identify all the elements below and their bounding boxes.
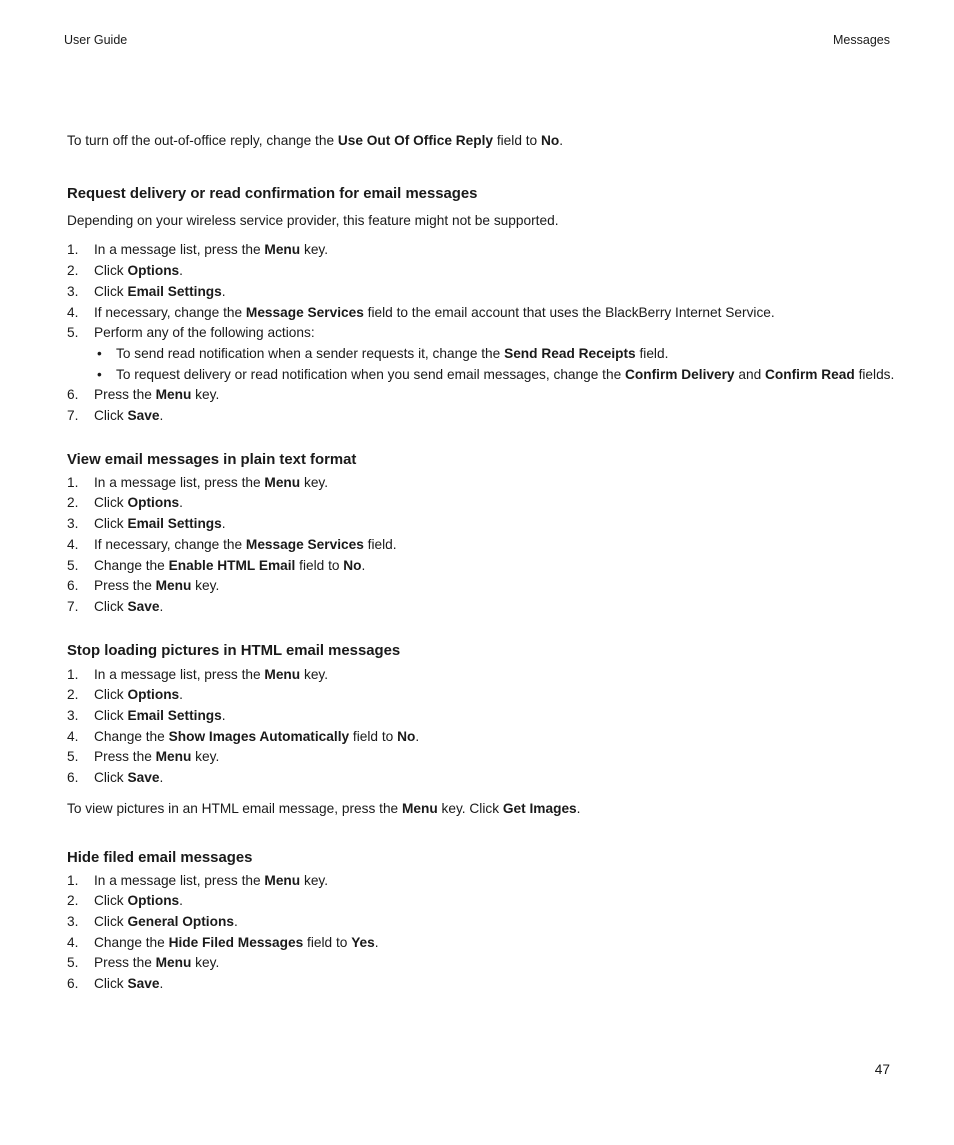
intro-text: . [559, 133, 564, 148]
step-keyword: Menu [155, 749, 192, 765]
step-keyword: Email Settings [127, 283, 222, 299]
step-item [67, 385, 907, 406]
step-keyword: Menu [155, 387, 192, 403]
step-text: . [159, 408, 164, 424]
note-text: key. Click [437, 800, 503, 816]
step-keyword: Menu [155, 955, 192, 971]
step-text: . [179, 893, 183, 909]
step-number: 3. [67, 913, 79, 929]
step-text: In a message list, press the [94, 474, 265, 490]
step-keyword: Save [127, 408, 160, 424]
step-text: Press the [94, 387, 156, 403]
section-heading: Stop loading pictures in HTML email messages [67, 642, 401, 659]
step-item [67, 473, 907, 494]
step-text: key. [191, 955, 220, 971]
step-item [67, 493, 907, 514]
step-item [67, 706, 907, 727]
step-text: Change the [94, 557, 169, 573]
step-item [67, 747, 907, 768]
step-text: . [179, 687, 183, 703]
steps-list [67, 871, 907, 995]
bullet-text: To send read notification when a sender requests it, change the [116, 345, 505, 361]
section-after-note [67, 799, 907, 820]
step-number: 6. [67, 578, 79, 594]
step-item [67, 576, 907, 597]
bullet-item [94, 365, 907, 386]
step-keyword: Menu [155, 578, 192, 594]
step-text: Click [94, 283, 128, 299]
step-text: field to [303, 934, 352, 950]
step-text: Click [94, 598, 128, 614]
section-heading: Hide filed email messages [67, 849, 253, 866]
step-text: Click [94, 770, 128, 786]
step-number: 2. [67, 893, 79, 909]
bullet-text: fields. [854, 366, 895, 382]
step-number: 1. [67, 666, 79, 682]
step-text: In a message list, press the [94, 666, 265, 682]
step-text: . [233, 913, 238, 929]
step-keyword: Options [127, 893, 180, 909]
step-text: key. [300, 666, 329, 682]
step-keyword: Options [127, 263, 180, 279]
step-keyword: Menu [264, 242, 301, 258]
step-item [67, 665, 907, 686]
step-item [67, 871, 907, 892]
step-text: Click [94, 408, 128, 424]
bullet-keyword: Send Read Receipts [504, 345, 636, 361]
bullet-text: To request delivery or read notification when you send email messages, change the [116, 366, 626, 382]
step-text: . [221, 708, 226, 724]
step-item [67, 597, 907, 618]
step-number: 5. [67, 955, 79, 971]
step-keyword: No [343, 557, 362, 573]
step-text: . [361, 557, 366, 573]
step-keyword: Save [127, 598, 160, 614]
step-item [67, 303, 907, 324]
step-keyword: Save [127, 976, 160, 992]
step-keyword: Options [127, 687, 180, 703]
step-number: 2. [67, 687, 79, 703]
step-item [67, 953, 907, 974]
section-read-confirmation [67, 184, 907, 427]
section-note: Depending on your wireless service provider, this feature might not be supported. [67, 212, 559, 228]
bullet-text: field. [635, 345, 669, 361]
bullet-marker: • [97, 345, 102, 361]
bullet-item [94, 344, 907, 365]
step-text: In a message list, press the [94, 242, 265, 258]
step-item [67, 912, 907, 933]
step-text: key. [300, 474, 329, 490]
section-heading: Request delivery or read confirmation for email messages [67, 185, 478, 202]
step-keyword: Message Services [245, 536, 364, 552]
step-keyword: Options [127, 495, 180, 511]
note-keyword: Get Images [502, 800, 577, 816]
step-item [67, 514, 907, 535]
step-text: If necessary, change the [94, 536, 246, 552]
page-content [67, 131, 907, 1018]
step-text: . [159, 770, 164, 786]
step-text: Press the [94, 749, 156, 765]
step-number: 4. [67, 728, 79, 744]
note-text: To view pictures in an HTML email message, press the [67, 800, 402, 816]
bullet-text: and [734, 366, 766, 382]
intro-text: To turn off the out-of-office reply, change the [67, 133, 338, 148]
step-item [67, 406, 907, 427]
step-text: Press the [94, 955, 156, 971]
step-number: 5. [67, 325, 79, 341]
step-keyword: Menu [264, 666, 301, 682]
step-text: Click [94, 708, 128, 724]
intro-paragraph [67, 131, 907, 152]
step-item [67, 261, 907, 282]
step-text: key. [191, 749, 220, 765]
running-header-left: User Guide [64, 33, 128, 47]
step-number: 1. [67, 474, 79, 490]
step-item [67, 282, 907, 303]
step-number: 3. [67, 708, 79, 724]
note-text: . [576, 800, 581, 816]
step-number: 4. [67, 934, 79, 950]
step-text: Click [94, 893, 128, 909]
step-number: 6. [67, 387, 79, 403]
step-text: Click [94, 516, 128, 532]
step-text: . [159, 976, 164, 992]
intro-field-name: Use Out Of Office Reply [337, 133, 494, 148]
step-text: Click [94, 913, 128, 929]
sub-bullet-list [94, 344, 907, 385]
page-number: 47 [874, 1062, 890, 1077]
note-keyword: Menu [401, 800, 438, 816]
step-number: 2. [67, 263, 79, 279]
step-keyword: No [397, 728, 416, 744]
steps-list [67, 240, 907, 426]
step-item [67, 727, 907, 748]
section-heading: View email messages in plain text format [67, 451, 357, 468]
bullet-keyword: Confirm Read [765, 366, 855, 382]
step-text: . [374, 934, 379, 950]
step-text: In a message list, press the [94, 872, 265, 888]
step-text: If necessary, change the [94, 304, 246, 320]
step-text: Press the [94, 578, 156, 594]
steps-list [67, 665, 907, 789]
step-number: 6. [67, 976, 79, 992]
step-text: key. [191, 578, 220, 594]
section-stop-pictures [67, 641, 907, 820]
step-text: . [179, 263, 183, 279]
step-item [67, 933, 907, 954]
step-text: . [179, 495, 183, 511]
step-item [67, 556, 907, 577]
step-text: . [415, 728, 420, 744]
step-text: . [221, 283, 226, 299]
step-text: key. [300, 242, 329, 258]
step-keyword: Show Images Automatically [168, 728, 350, 744]
step-item [67, 240, 907, 261]
step-item [67, 891, 907, 912]
step-text: field. [363, 536, 397, 552]
step-keyword: Email Settings [127, 516, 222, 532]
step-number: 4. [67, 304, 79, 320]
step-number: 2. [67, 495, 79, 511]
step-keyword: General Options [127, 913, 234, 929]
intro-field-value: No [540, 133, 560, 148]
step-number: 5. [67, 749, 79, 765]
step-keyword: Yes [351, 934, 375, 950]
step-text: field to [295, 557, 344, 573]
step-number: 3. [67, 283, 79, 299]
running-header-right: Messages [833, 33, 890, 47]
step-text: key. [191, 387, 220, 403]
step-item [67, 535, 907, 556]
step-keyword: Enable HTML Email [168, 557, 296, 573]
intro-text: field to [493, 133, 541, 148]
step-number: 5. [67, 557, 79, 573]
step-keyword: Message Services [245, 304, 364, 320]
step-number: 7. [67, 408, 79, 424]
step-text: Click [94, 976, 128, 992]
step-item [67, 768, 907, 789]
step-text: field to [349, 728, 398, 744]
step-item [67, 974, 907, 995]
bullet-keyword: Confirm Delivery [625, 366, 735, 382]
step-number: 6. [67, 770, 79, 786]
step-text: field to the email account that uses the BlackBerry Internet Service. [363, 304, 775, 320]
step-text: Change the [94, 728, 169, 744]
step-keyword: Hide Filed Messages [168, 934, 304, 950]
section-plain-text [67, 450, 907, 618]
step-text: . [159, 598, 164, 614]
step-text: . [221, 516, 226, 532]
step-text: Click [94, 687, 128, 703]
step-keyword: Menu [264, 474, 301, 490]
step-text: Click [94, 495, 128, 511]
step-text: key. [300, 872, 329, 888]
step-keyword: Email Settings [127, 708, 222, 724]
steps-list [67, 473, 907, 618]
step-number: 3. [67, 516, 79, 532]
step-number: 7. [67, 598, 79, 614]
step-number: 1. [67, 242, 79, 258]
step-text: Click [94, 263, 128, 279]
step-keyword: Save [127, 770, 160, 786]
bullet-marker: • [97, 366, 102, 382]
step-item [67, 685, 907, 706]
step-text: Change the [94, 934, 169, 950]
section-hide-filed [67, 848, 907, 995]
step-number: 4. [67, 536, 79, 552]
step-item [67, 323, 907, 385]
step-text: Perform any of the following actions: [94, 325, 315, 341]
step-number: 1. [67, 872, 79, 888]
step-keyword: Menu [264, 872, 301, 888]
